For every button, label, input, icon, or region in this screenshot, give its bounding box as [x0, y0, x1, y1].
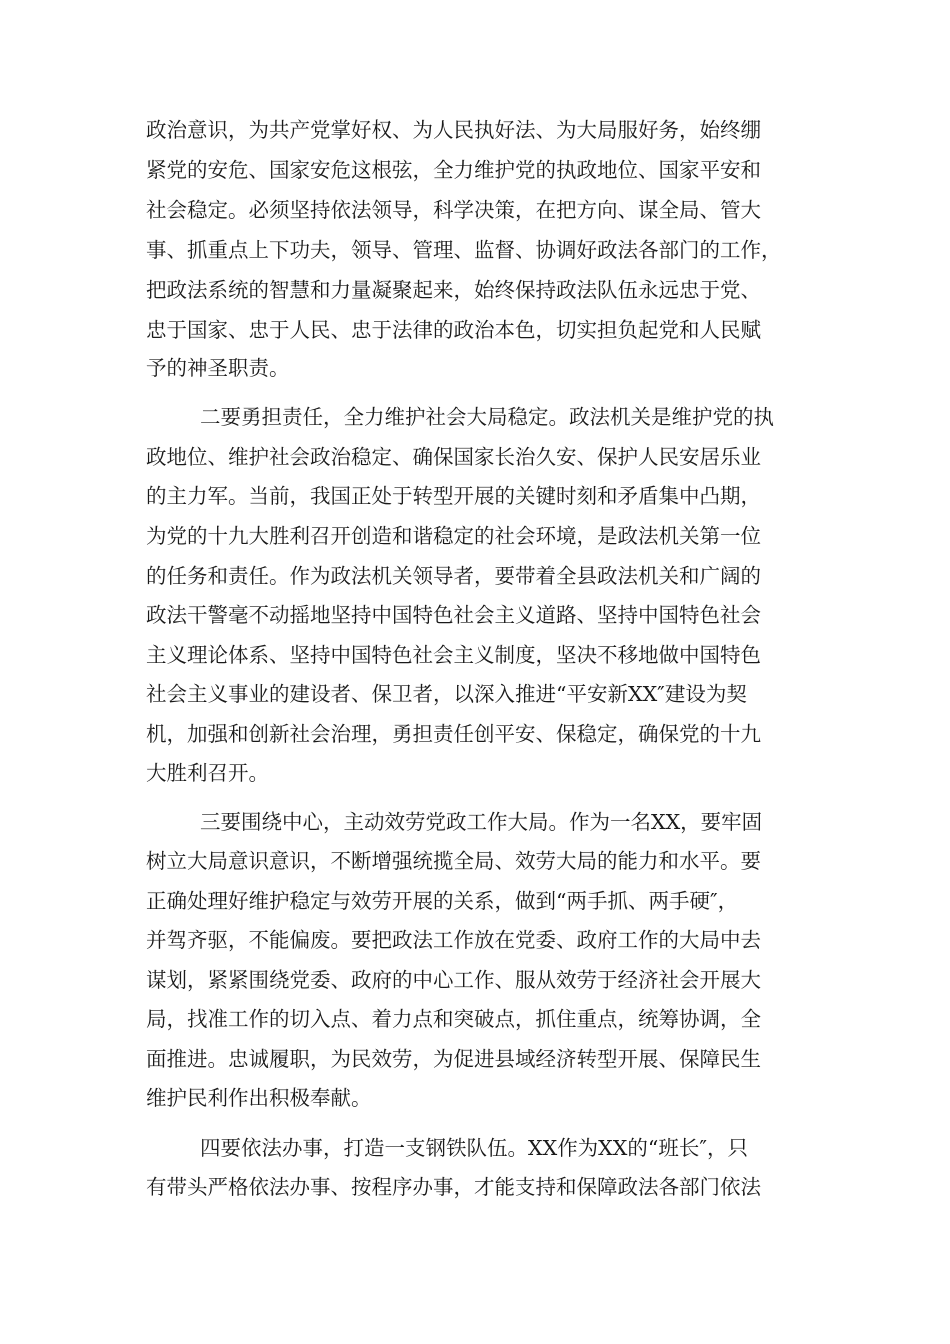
- text-line: 二要勇担责任，全力维护社会大局稳定。政法机关是维护党的执: [200, 405, 774, 429]
- text-line: 的主力军。当前，我国正处于转型开展的关键时刻和矛盾集中凸期，: [146, 484, 761, 508]
- text-line: 谋划，紧紧围绕党委、政府的中心工作、服从效劳于经济社会开展大: [146, 968, 761, 992]
- text-line: 为党的十九大胜利召开创造和谐稳定的社会环境，是政法机关第一位: [146, 524, 761, 548]
- text-line: 的任务和责任。作为政法机关领导者，要带着全县政法机关和广阔的: [146, 564, 761, 588]
- text-line: 政法干警毫不动摇地坚持中国特色社会主义道路、坚持中国特色社会: [146, 603, 761, 627]
- text-line: 四要依法办事，打造一支钢铁队伍。XX作为XX的“班长″，只: [200, 1136, 749, 1160]
- text-line: 忠于国家、忠于人民、忠于法律的政治本色，切实担负起党和人民赋: [146, 318, 761, 342]
- text-line: 政地位、维护社会政治稳定、确保国家长治久安、保护人民安居乐业: [146, 445, 761, 469]
- text-line: 社会稳定。必须坚持依法领导，科学决策，在把方向、谋全局、管大: [146, 198, 761, 222]
- text-line: 并驾齐驱，不能偏废。要把政法工作放在党委、政府工作的大局中去: [146, 928, 761, 952]
- text-line: 局，找准工作的切入点、着力点和突破点，抓住重点，统筹协调，全: [146, 1007, 761, 1031]
- text-line: 机，加强和创新社会治理，勇担责任创平安、保稳定，确保党的十九: [146, 722, 761, 746]
- text-line: 事、抓重点上下功夫，领导、管理、监督、协调好政法各部门的工作，: [146, 238, 782, 262]
- text-line: 把政法系统的智慧和力量凝聚起来，始终保持政法队伍永远忠于党、: [146, 278, 761, 302]
- text-line: 予的神圣职责。: [146, 356, 290, 380]
- text-line: 维护民利作出积极奉献。: [146, 1086, 372, 1110]
- text-line: 社会主义事业的建设者、保卫者，以深入推进“平安新XX″建设为契: [146, 682, 747, 706]
- text-line: 正确处理好维护稳定与效劳开展的关系，做到“两手抓、两手硬″，: [146, 889, 739, 913]
- text-line: 面推进。忠诚履职，为民效劳，为促进县域经济转型开展、保障民生: [146, 1047, 761, 1071]
- text-line: 有带头严格依法办事、按程序办事，才能支持和保障政法各部门依法: [146, 1175, 761, 1199]
- text-line: 主义理论体系、坚持中国特色社会主义制度，坚决不移地做中国特色: [146, 643, 761, 667]
- text-line: 大胜利召开。: [146, 761, 269, 785]
- text-line: 三要围绕中心，主动效劳党政工作大局。作为一名XX，要牢固: [200, 810, 763, 834]
- text-line: 政治意识，为共产党掌好权、为人民执好法、为大局服好务，始终绷: [146, 118, 761, 142]
- text-line: 树立大局意识意识，不断增强统揽全局、效劳大局的能力和水平。要: [146, 849, 761, 873]
- text-line: 紧党的安危、国家安危这根弦，全力维护党的执政地位、国家平安和: [146, 158, 761, 182]
